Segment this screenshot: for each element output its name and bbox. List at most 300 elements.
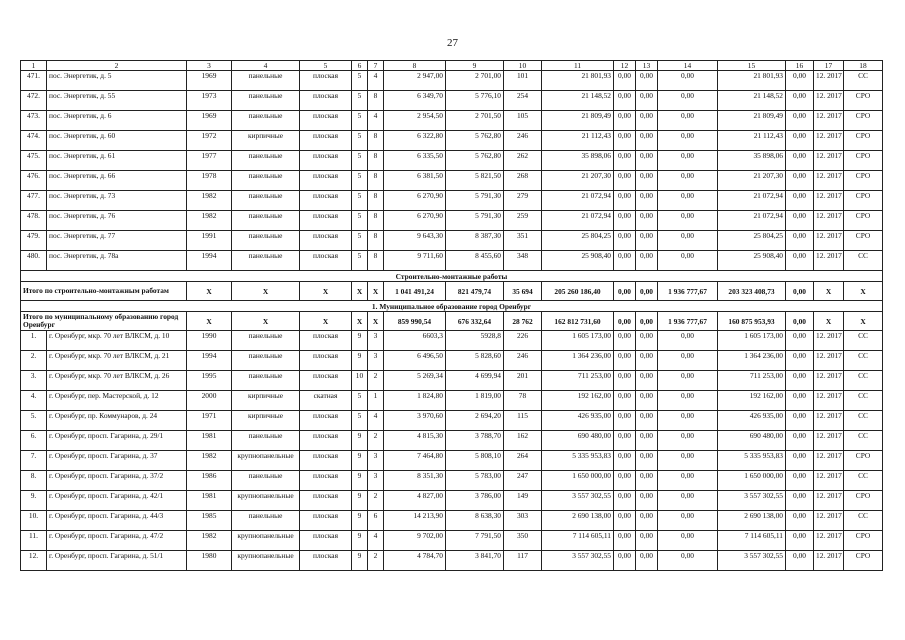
- fund-method: СРО: [844, 211, 883, 231]
- specific-cost: 0,00: [786, 71, 814, 91]
- cost-local: 0,00: [658, 451, 718, 471]
- fund-method: СРО: [844, 531, 883, 551]
- floors: 5: [352, 171, 368, 191]
- fund-method: СС: [844, 391, 883, 411]
- fund-method: X: [844, 282, 883, 301]
- residents: 115: [504, 411, 542, 431]
- total-cost: 21 072,94: [542, 191, 614, 211]
- cost-local: 0,00: [658, 71, 718, 91]
- cost-regional: 0,00: [636, 91, 658, 111]
- cost-federal: 0,00: [614, 251, 636, 271]
- cost-owners: 21 072,94: [718, 191, 786, 211]
- cost-owners: 21 809,49: [718, 111, 786, 131]
- cost-federal: 0,00: [614, 471, 636, 491]
- residents: 35 694: [504, 282, 542, 301]
- fund-method: СРО: [844, 91, 883, 111]
- table-row: [21, 431, 883, 451]
- wall-material: панельные: [232, 211, 300, 231]
- living-area: 821 479,74: [446, 282, 504, 301]
- floors: 5: [352, 111, 368, 131]
- cost-local: 0,00: [658, 211, 718, 231]
- total-cost: 3 557 302,55: [542, 551, 614, 571]
- address: г. Оренбург, просп. Гагарина, д. 51/1: [47, 551, 187, 571]
- living-area: 5928,8: [446, 331, 504, 351]
- living-area: 676 332,64: [446, 312, 504, 331]
- specific-cost: 0,00: [786, 471, 814, 491]
- floors: 9: [352, 451, 368, 471]
- table-row: [21, 131, 883, 151]
- cost-local: 0,00: [658, 411, 718, 431]
- living-area: 8 387,30: [446, 231, 504, 251]
- table-row: [21, 531, 883, 551]
- roof-type: плоская: [300, 371, 352, 391]
- deadline: 12. 2017: [814, 531, 844, 551]
- deadline: 12. 2017: [814, 411, 844, 431]
- fund-method: СС: [844, 351, 883, 371]
- build-year: 1971: [187, 411, 232, 431]
- entrances: 4: [368, 71, 384, 91]
- roof-type: скатная: [300, 391, 352, 411]
- specific-cost: 0,00: [786, 251, 814, 271]
- wall-material: панельные: [232, 71, 300, 91]
- column-number: 4: [232, 61, 300, 71]
- total-row: [21, 312, 883, 331]
- total-area: 859 990,54: [384, 312, 446, 331]
- cost-local: 0,00: [658, 371, 718, 391]
- table-row: [21, 351, 883, 371]
- roof-type: плоская: [300, 111, 352, 131]
- deadline: 12. 2017: [814, 111, 844, 131]
- total-cost: 5 335 953,83: [542, 451, 614, 471]
- deadline: 12. 2017: [814, 211, 844, 231]
- entrances: 3: [368, 451, 384, 471]
- cost-local: 0,00: [658, 491, 718, 511]
- cost-owners: 21 072,94: [718, 211, 786, 231]
- address: пос. Энергетик, д. 61: [47, 151, 187, 171]
- specific-cost: 0,00: [786, 91, 814, 111]
- residents: 259: [504, 211, 542, 231]
- column-number: 8: [384, 61, 446, 71]
- address: пос. Энергетик, д. 77: [47, 231, 187, 251]
- cost-regional: 0,00: [636, 411, 658, 431]
- total-cost: 21 801,93: [542, 71, 614, 91]
- living-area: 4 699,94: [446, 371, 504, 391]
- row-index: 473.: [21, 111, 47, 131]
- row-index: 12.: [21, 551, 47, 571]
- cost-federal: 0,00: [614, 211, 636, 231]
- entrances: 8: [368, 131, 384, 151]
- deadline: 12. 2017: [814, 191, 844, 211]
- entrances: 8: [368, 191, 384, 211]
- residents: 78: [504, 391, 542, 411]
- total-area: 9 643,30: [384, 231, 446, 251]
- entrances: X: [368, 312, 384, 331]
- specific-cost: 0,00: [786, 211, 814, 231]
- build-year: 2000: [187, 391, 232, 411]
- column-number: 6: [352, 61, 368, 71]
- build-year: 1985: [187, 511, 232, 531]
- entrances: 2: [368, 491, 384, 511]
- floors: 5: [352, 391, 368, 411]
- address: пос. Энергетик, д. 6: [47, 111, 187, 131]
- residents: 105: [504, 111, 542, 131]
- table-row: [21, 211, 883, 231]
- living-area: 8 455,60: [446, 251, 504, 271]
- address: пос. Энергетик, д. 78а: [47, 251, 187, 271]
- total-cost: 192 162,00: [542, 391, 614, 411]
- floors: 9: [352, 531, 368, 551]
- wall-material: крупнопанельные: [232, 451, 300, 471]
- total-area: 1 041 491,24: [384, 282, 446, 301]
- table-row: [21, 171, 883, 191]
- deadline: 12. 2017: [814, 91, 844, 111]
- roof-type: плоская: [300, 451, 352, 471]
- cost-owners: 3 557 302,55: [718, 551, 786, 571]
- cost-federal: 0,00: [614, 91, 636, 111]
- residents: 279: [504, 191, 542, 211]
- total-area: 6 349,70: [384, 91, 446, 111]
- living-area: 3 788,70: [446, 431, 504, 451]
- floors: 5: [352, 231, 368, 251]
- total-cost: 1 605 173,00: [542, 331, 614, 351]
- total-cost: 21 112,43: [542, 131, 614, 151]
- total-cost: 25 804,25: [542, 231, 614, 251]
- total-cost: 7 114 605,11: [542, 531, 614, 551]
- total-cost: 2 690 138,00: [542, 511, 614, 531]
- specific-cost: 0,00: [786, 331, 814, 351]
- specific-cost: 0,00: [786, 511, 814, 531]
- wall-material: крупнопанельные: [232, 551, 300, 571]
- cost-owners: 690 480,00: [718, 431, 786, 451]
- table-row: [21, 411, 883, 431]
- total-area: 1 824,80: [384, 391, 446, 411]
- address: г. Оренбург, мкр. 70 лет ВЛКСМ, д. 21: [47, 351, 187, 371]
- cost-federal: 0,00: [614, 391, 636, 411]
- wall-material: панельные: [232, 351, 300, 371]
- column-number: 3: [187, 61, 232, 71]
- roof-type: плоская: [300, 131, 352, 151]
- total-cost: 205 260 186,40: [542, 282, 614, 301]
- cost-owners: 7 114 605,11: [718, 531, 786, 551]
- build-year: 1972: [187, 131, 232, 151]
- residents: 246: [504, 351, 542, 371]
- roof-type: X: [300, 282, 352, 301]
- specific-cost: 0,00: [786, 312, 814, 331]
- living-area: 1 819,00: [446, 391, 504, 411]
- table-row: [21, 71, 883, 91]
- build-year: 1969: [187, 111, 232, 131]
- address: г. Оренбург, пр. Коммунаров, д. 24: [47, 411, 187, 431]
- total-cost: 426 935,00: [542, 411, 614, 431]
- cost-regional: 0,00: [636, 131, 658, 151]
- living-area: 5 828,60: [446, 351, 504, 371]
- living-area: 3 841,70: [446, 551, 504, 571]
- fund-method: СРО: [844, 131, 883, 151]
- floors: X: [352, 282, 368, 301]
- address: пос. Энергетик, д. 60: [47, 131, 187, 151]
- build-year: 1981: [187, 431, 232, 451]
- column-number-row: [21, 61, 883, 71]
- cost-local: 0,00: [658, 391, 718, 411]
- table-row: [21, 91, 883, 111]
- cost-regional: 0,00: [636, 251, 658, 271]
- cost-owners: 192 162,00: [718, 391, 786, 411]
- cost-regional: 0,00: [636, 371, 658, 391]
- entrances: X: [368, 282, 384, 301]
- total-area: 9 702,00: [384, 531, 446, 551]
- deadline: X: [814, 282, 844, 301]
- deadline: 12. 2017: [814, 231, 844, 251]
- specific-cost: 0,00: [786, 491, 814, 511]
- deadline: 12. 2017: [814, 331, 844, 351]
- page-number: 27: [447, 37, 458, 49]
- cost-regional: 0,00: [636, 491, 658, 511]
- cost-owners: 25 908,40: [718, 251, 786, 271]
- cost-regional: 0,00: [636, 351, 658, 371]
- address: пос. Энергетик, д. 66: [47, 171, 187, 191]
- cost-regional: 0,00: [636, 451, 658, 471]
- cost-regional: 0,00: [636, 312, 658, 331]
- living-area: 5 791,30: [446, 191, 504, 211]
- cost-local: 0,00: [658, 251, 718, 271]
- cost-local: 0,00: [658, 151, 718, 171]
- roof-type: плоская: [300, 211, 352, 231]
- cost-regional: 0,00: [636, 111, 658, 131]
- column-number: 17: [814, 61, 844, 71]
- cost-regional: 0,00: [636, 282, 658, 301]
- cost-federal: 0,00: [614, 111, 636, 131]
- column-number: 7: [368, 61, 384, 71]
- living-area: 2 701,50: [446, 111, 504, 131]
- total-cost: 1 650 000,00: [542, 471, 614, 491]
- column-number: 1: [21, 61, 47, 71]
- address: г. Оренбург, просп. Гагарина, д. 47/2: [47, 531, 187, 551]
- address: г. Оренбург, просп. Гагарина, д. 37: [47, 451, 187, 471]
- fund-method: СС: [844, 331, 883, 351]
- table-row: [21, 511, 883, 531]
- wall-material: панельные: [232, 371, 300, 391]
- cost-regional: 0,00: [636, 211, 658, 231]
- address: г. Оренбург, просп. Гагарина, д. 44/3: [47, 511, 187, 531]
- roof-type: плоская: [300, 91, 352, 111]
- deadline: 12. 2017: [814, 371, 844, 391]
- living-area: 3 786,00: [446, 491, 504, 511]
- cost-federal: 0,00: [614, 282, 636, 301]
- residents: 201: [504, 371, 542, 391]
- cost-owners: 2 690 138,00: [718, 511, 786, 531]
- build-year: 1980: [187, 551, 232, 571]
- floors: 5: [352, 91, 368, 111]
- wall-material: панельные: [232, 151, 300, 171]
- wall-material: панельные: [232, 471, 300, 491]
- cost-regional: 0,00: [636, 171, 658, 191]
- residents: 348: [504, 251, 542, 271]
- total-area: 4 784,70: [384, 551, 446, 571]
- wall-material: панельные: [232, 431, 300, 451]
- total-cost: 25 908,40: [542, 251, 614, 271]
- cost-local: 1 936 777,67: [658, 282, 718, 301]
- deadline: 12. 2017: [814, 431, 844, 451]
- deadline: 12. 2017: [814, 151, 844, 171]
- specific-cost: 0,00: [786, 231, 814, 251]
- column-number: 10: [504, 61, 542, 71]
- wall-material: X: [232, 312, 300, 331]
- entrances: 8: [368, 171, 384, 191]
- table-row: [21, 451, 883, 471]
- cost-owners: 21 148,52: [718, 91, 786, 111]
- cost-owners: 1 605 173,00: [718, 331, 786, 351]
- roof-type: X: [300, 312, 352, 331]
- total-area: 6 381,50: [384, 171, 446, 191]
- build-year: 1978: [187, 171, 232, 191]
- table-row: [21, 231, 883, 251]
- cost-federal: 0,00: [614, 491, 636, 511]
- floors: 5: [352, 251, 368, 271]
- build-year: X: [187, 282, 232, 301]
- cost-federal: 0,00: [614, 191, 636, 211]
- cost-federal: 0,00: [614, 371, 636, 391]
- total-area: 6 270,90: [384, 191, 446, 211]
- residents: 117: [504, 551, 542, 571]
- entrances: 4: [368, 111, 384, 131]
- cost-local: 0,00: [658, 471, 718, 491]
- residents: 149: [504, 491, 542, 511]
- address: пос. Энергетик, д. 76: [47, 211, 187, 231]
- deadline: 12. 2017: [814, 451, 844, 471]
- cost-owners: 35 898,06: [718, 151, 786, 171]
- fund-method: X: [844, 312, 883, 331]
- floors: 9: [352, 471, 368, 491]
- wall-material: кирпичные: [232, 131, 300, 151]
- roof-type: плоская: [300, 251, 352, 271]
- table-body: [21, 61, 883, 571]
- deadline: 12. 2017: [814, 171, 844, 191]
- total-area: 2 954,50: [384, 111, 446, 131]
- living-area: 2 701,00: [446, 71, 504, 91]
- residents: 351: [504, 231, 542, 251]
- specific-cost: 0,00: [786, 191, 814, 211]
- wall-material: панельные: [232, 231, 300, 251]
- fund-method: СС: [844, 471, 883, 491]
- specific-cost: 0,00: [786, 171, 814, 191]
- cost-owners: 21 801,93: [718, 71, 786, 91]
- row-index: 475.: [21, 151, 47, 171]
- floors: 5: [352, 151, 368, 171]
- cost-owners: 160 875 953,93: [718, 312, 786, 331]
- total-cost: 3 557 302,55: [542, 491, 614, 511]
- floors: 5: [352, 191, 368, 211]
- floors: 9: [352, 431, 368, 451]
- residents: 101: [504, 71, 542, 91]
- cost-federal: 0,00: [614, 511, 636, 531]
- wall-material: панельные: [232, 171, 300, 191]
- cost-owners: 1 364 236,00: [718, 351, 786, 371]
- cost-regional: 0,00: [636, 231, 658, 251]
- row-index: 472.: [21, 91, 47, 111]
- table-row: [21, 191, 883, 211]
- build-year: X: [187, 312, 232, 331]
- cost-owners: 25 804,25: [718, 231, 786, 251]
- living-area: 5 821,50: [446, 171, 504, 191]
- cost-regional: 0,00: [636, 151, 658, 171]
- residents: 247: [504, 471, 542, 491]
- living-area: 5 776,10: [446, 91, 504, 111]
- fund-method: СРО: [844, 191, 883, 211]
- build-year: 1982: [187, 191, 232, 211]
- cost-federal: 0,00: [614, 451, 636, 471]
- fund-method: СС: [844, 411, 883, 431]
- entrances: 2: [368, 551, 384, 571]
- cost-federal: 0,00: [614, 411, 636, 431]
- total-area: 5 269,34: [384, 371, 446, 391]
- total-cost: 21 809,49: [542, 111, 614, 131]
- floors: 10: [352, 371, 368, 391]
- specific-cost: 0,00: [786, 151, 814, 171]
- cost-federal: 0,00: [614, 331, 636, 351]
- residents: 303: [504, 511, 542, 531]
- cost-local: 0,00: [658, 511, 718, 531]
- build-year: 1982: [187, 531, 232, 551]
- cost-local: 0,00: [658, 231, 718, 251]
- table-row: [21, 331, 883, 351]
- cost-owners: 711 253,00: [718, 371, 786, 391]
- cost-owners: 203 323 408,73: [718, 282, 786, 301]
- total-area: 6603,3: [384, 331, 446, 351]
- total-area: 2 947,00: [384, 71, 446, 91]
- residents: 246: [504, 131, 542, 151]
- entrances: 1: [368, 391, 384, 411]
- column-number: 2: [47, 61, 187, 71]
- roof-type: плоская: [300, 431, 352, 451]
- floors: X: [352, 312, 368, 331]
- roof-type: плоская: [300, 491, 352, 511]
- wall-material: кирпичные: [232, 411, 300, 431]
- fund-method: СС: [844, 71, 883, 91]
- cost-federal: 0,00: [614, 131, 636, 151]
- living-area: 5 762,80: [446, 131, 504, 151]
- floors: 5: [352, 131, 368, 151]
- cost-federal: 0,00: [614, 171, 636, 191]
- residents: 226: [504, 331, 542, 351]
- living-area: 7 791,50: [446, 531, 504, 551]
- floors: 5: [352, 411, 368, 431]
- deadline: 12. 2017: [814, 491, 844, 511]
- total-area: 14 213,90: [384, 511, 446, 531]
- column-number: 14: [658, 61, 718, 71]
- entrances: 8: [368, 251, 384, 271]
- build-year: 1991: [187, 231, 232, 251]
- row-index: 8.: [21, 471, 47, 491]
- section-heading: Строительно-монтажные работы: [21, 271, 883, 282]
- roof-type: плоская: [300, 331, 352, 351]
- fund-method: СРО: [844, 451, 883, 471]
- row-index: 2.: [21, 351, 47, 371]
- specific-cost: 0,00: [786, 111, 814, 131]
- total-cost: 162 812 731,60: [542, 312, 614, 331]
- cost-regional: 0,00: [636, 391, 658, 411]
- deadline: 12. 2017: [814, 351, 844, 371]
- specific-cost: 0,00: [786, 531, 814, 551]
- fund-method: СС: [844, 371, 883, 391]
- build-year: 1969: [187, 71, 232, 91]
- entrances: 4: [368, 531, 384, 551]
- cost-owners: 21 207,30: [718, 171, 786, 191]
- total-cost: 711 253,00: [542, 371, 614, 391]
- build-year: 1990: [187, 331, 232, 351]
- cost-federal: 0,00: [614, 312, 636, 331]
- section-heading-row: [21, 271, 883, 282]
- row-index: 3.: [21, 371, 47, 391]
